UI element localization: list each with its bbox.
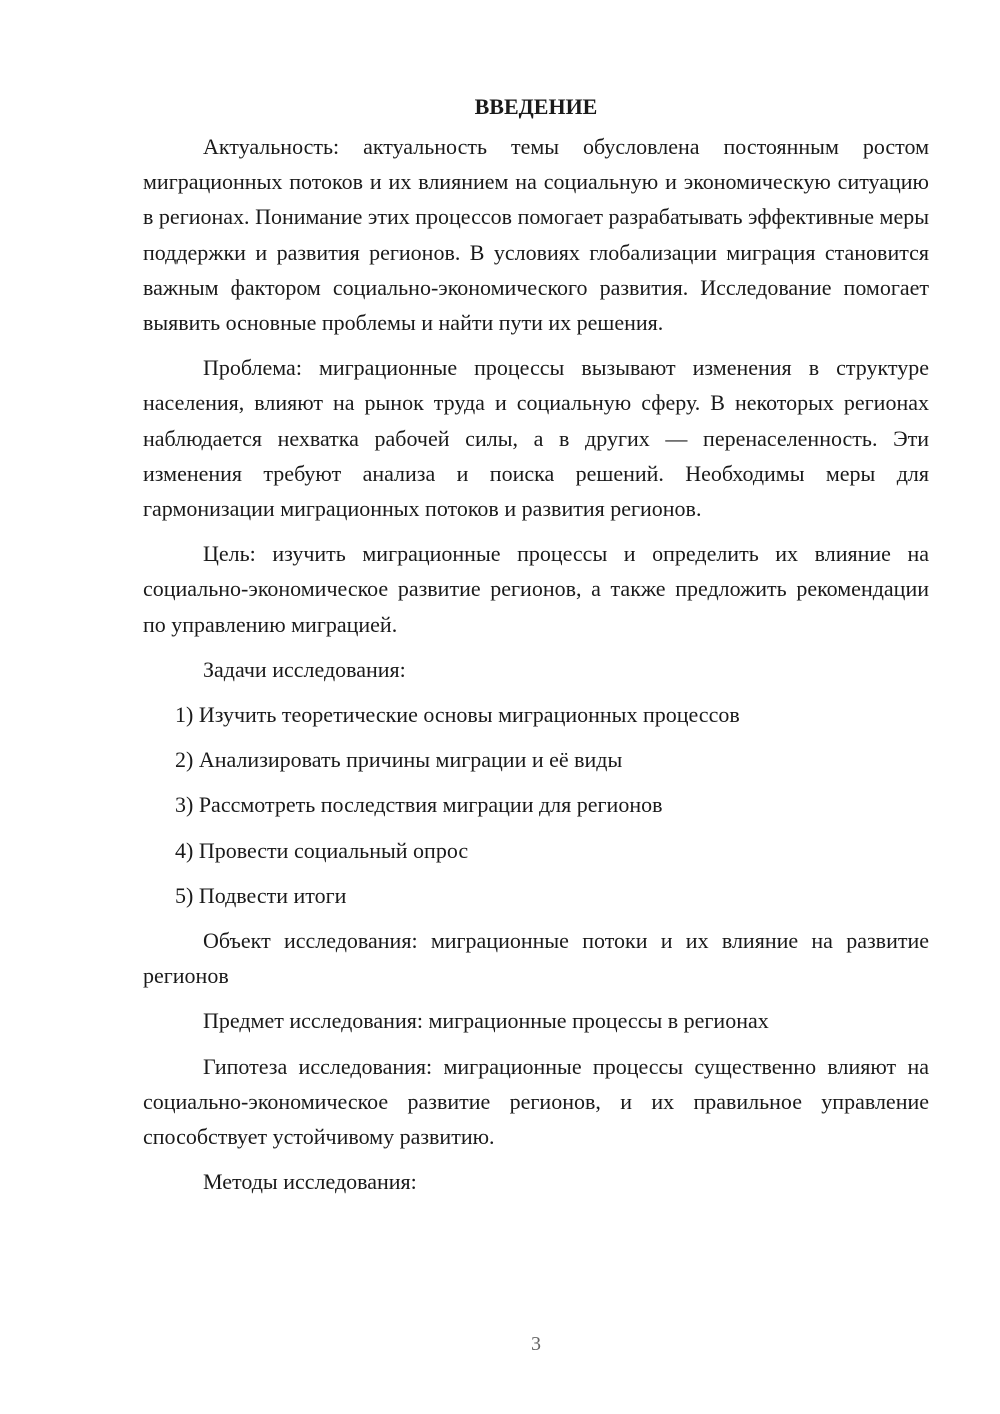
object-paragraph: Объект исследования: миграционные потоки и их влияние на развитие регионов: [143, 928, 929, 989]
document-page: [143, 92, 929, 1199]
relevance-paragraph: Актуальность: актуальность темы обусловлена постоянным ростом миграционных потоков и их влиянием на социальную и экономическую ситуацию в регионах. Понимание этих процессов помогает разрабатывать эффективные меры поддержки и развития регионов. В условиях глобализации миграция становится важным фактором социально-экономического развития. Исследование помогает выявить основные проблемы и найти пути их решения.: [143, 134, 929, 336]
methods-heading: Методы исследования:: [203, 1169, 417, 1195]
list-item: 4) Провести социальный опрос: [175, 837, 469, 863]
list-item: 3) Рассмотреть последствия миграции для регионов: [175, 792, 663, 818]
goal-paragraph: Цель: изучить миграционные процессы и определить их влияние на социально-экономическое развитие регионов, а также предложить рекомендации по управлению миграцией.: [143, 541, 929, 637]
subject-paragraph: Предмет исследования: миграционные процессы в регионах: [203, 1008, 769, 1034]
problem-paragraph: Проблема: миграционные процессы вызывают изменения в структуре населения, влияют на рынок труда и социальную сферу. В некоторых регионах наблюдается нехватка рабочей силы, а в других — перенаселенность. Эти изменения требуют анализа и поиска решений. Необходимы меры для гармонизации миграционных потоков и развития регионов.: [143, 355, 929, 522]
section-title: ВВЕДЕНИЕ: [474, 94, 598, 119]
tasks-list: [143, 697, 929, 913]
page-number: 3: [531, 1333, 541, 1355]
list-item: 2) Анализировать причины миграции и её виды: [175, 747, 623, 773]
hypothesis-paragraph: Гипотеза исследования: миграционные процессы существенно влияют на социально-экономическое развитие регионов, и их правильное управление способствует устойчивому развитию.: [143, 1053, 929, 1150]
list-item: 5) Подвести итоги: [175, 882, 347, 908]
list-item: 1) Изучить теоретические основы миграционных процессов: [175, 702, 740, 728]
tasks-heading: Задачи исследования:: [203, 656, 406, 682]
